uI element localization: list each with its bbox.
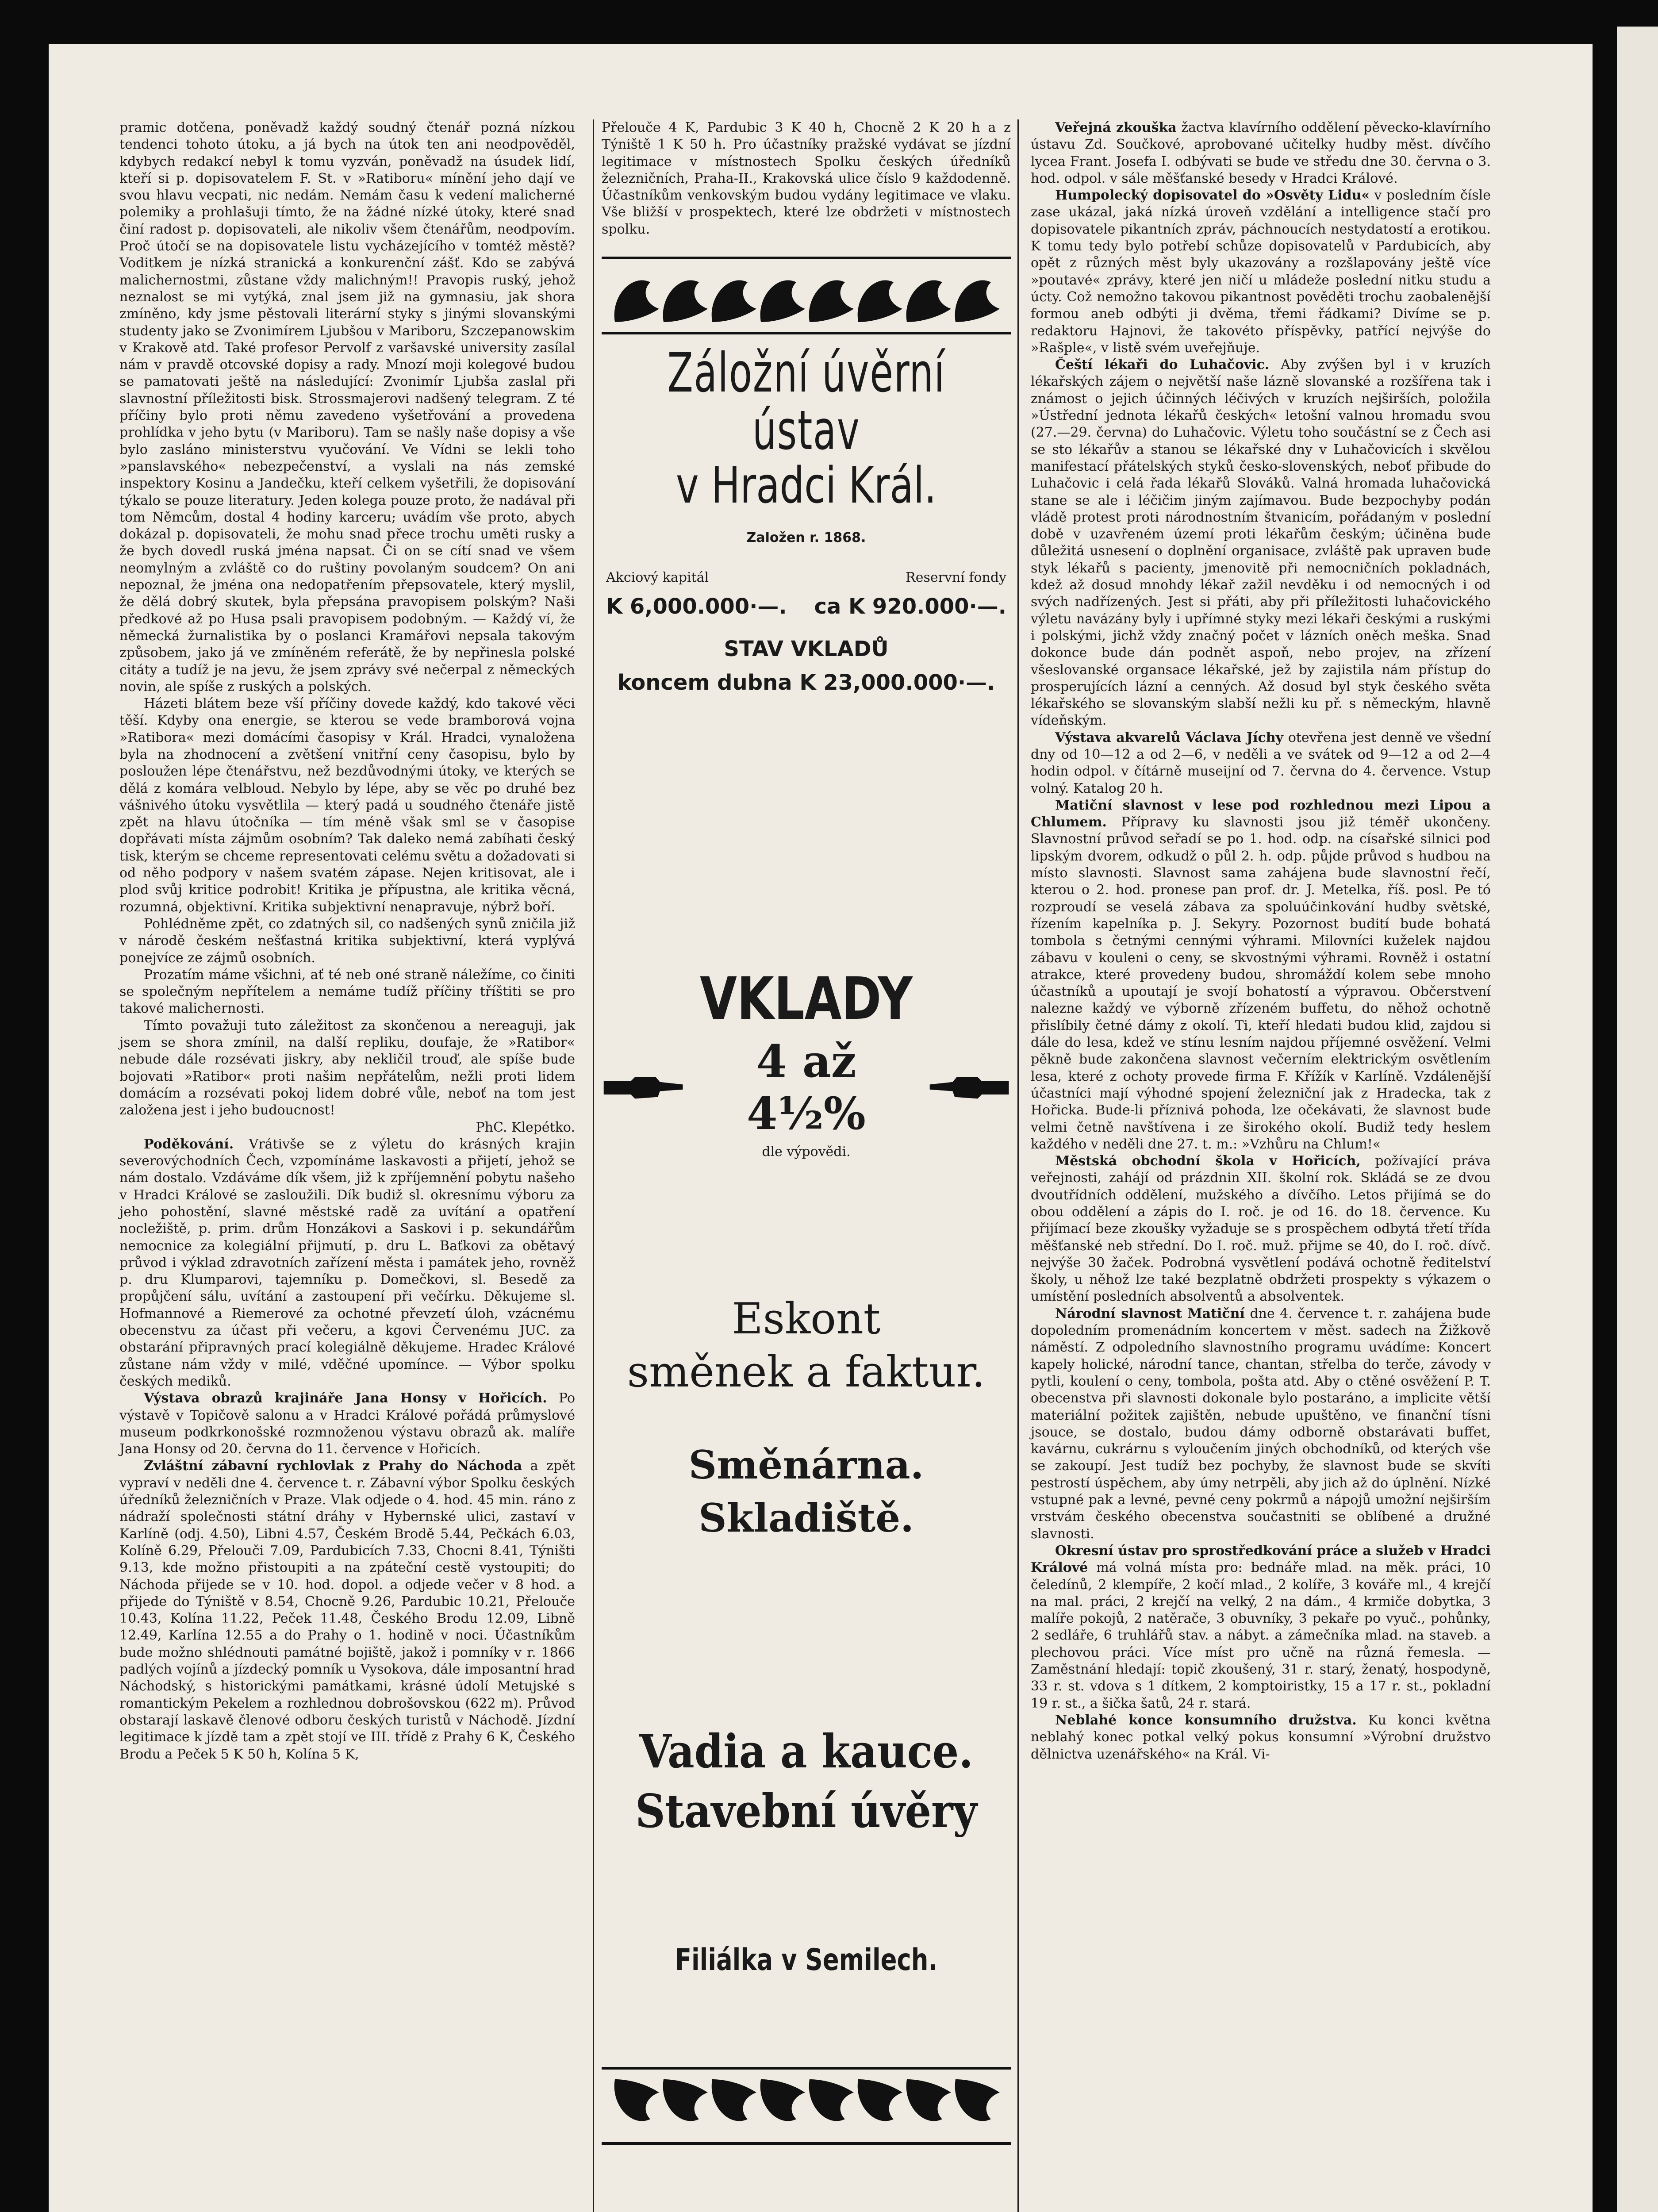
article-paragraph: Tímto považuji tuto záležitost za skončenou a nereaguji, jak jsem se shora zmínil, na další repliku, doufaje, že »Ratibor« nebude dále rozsévati jiskry, aby nekličil trouď, ale spíše bude bojovati »Ratibor« proti našim nepřátelům, nežli proti lidem domácím a rozsévati pokoj lidem dobré vůle, neboť na tom jest založena jest i jeho budoucnost! — [119, 1018, 575, 1118]
news-item — [1031, 1306, 1491, 1543]
news-body: požívající práva veřejnosti, zahájí od prázdnin XII. školní rok. Skládá se ze dvou dvoutřídních oddělení, mužského a dívčího. Letos přijímá se do obou oddělení a zápis do I. roč. je od 16. do 18. července. Ku přijímací beze zkoušky vyžaduje se s prospěchem odbytá třetí třída měšťanské neb střední. Do I. roč. muž. přijme se 40, do I. roč. dívč. nejvýše 30 žaček. Podrobná vysvětlení podává ochotně ředitelství školy, u něhož lze také bezplatně obdržeti prospekty s výkazem o umístění posledních absolventů a absolventek. — [1031, 1153, 1491, 1305]
services-line-2: Stavební úvěry — [635, 1784, 977, 1839]
news-item — [1031, 730, 1491, 797]
news-item — [1031, 187, 1491, 357]
pointing-hand-left-icon — [928, 1072, 1011, 1103]
news-body: v posledním čísle zase ukázal, jaká nízká úroveň vzdělání a intelligence stačí pro dopisovatele pikantních zpráv, páchnoucích nestydatostí a erotikou. K tomu tedy bylo potřebí schůze dopisovatelů v Pardubicích, aby opět z různých měst byly ukazovány a rozšlapovány ještě více »poutavé« zprávy, které jen ničí u mládeže poslední nitku studu a úcty. Což nemožno takovou pikantnost pověděti trochu zaobalenější formou aneb odbýti ji dvěma, třemi řádkami? Divíme se p. redaktoru Hajnovi, že takovéto příspěvky, patřící nejvýše do »Rašple«, v listě svém uveřejňuje. — [1031, 188, 1491, 356]
bank-advertisement — [602, 119, 1011, 2212]
news-item — [119, 1390, 575, 1458]
news-headline: Okresní ústav pro sprostředkování práce a služeb v Hradci Králové — [1031, 1543, 1491, 1576]
column-rule-left — [593, 119, 594, 2212]
article-continuation: Přelouče 4 K, Pardubic 3 K 40 h, Chocně 2 K 20 h a z Týniště 1 K 50 h. Pro účastníky pražské vydávat se jízdní legitimace v místnostech Spolku českých úředníků železničních, Praha-II., Krakovská ulice číslo 9 každodenně. Účastníkům venkovským budou vydány legitimace ve vlaku. Vše bližší v prospektech, které lze obdržeti v místnostech spolku. — [602, 120, 1011, 237]
branch-office: Filiálka v Semilech. — [675, 1943, 938, 1978]
news-headline: Humpolecký dopisovatel do »Osvěty Lidu« — [1055, 188, 1370, 204]
ornament-band-bottom-icon — [602, 2066, 1011, 2146]
news-headline: Neblahé konce konsumního družstva. — [1055, 1712, 1357, 1728]
deposits-heading: STAV VKLADŮ — [724, 637, 889, 662]
interest-rate: 4 až 4½% — [747, 1035, 866, 1140]
news-item — [1031, 119, 1491, 187]
capital-label: Akciový kapitál — [606, 570, 709, 586]
news-body: Po výstavě v Topičově salonu a v Hradci Králové pořádá průmyslové museum podkrkonošské rozmnoženou výstavu obrazů ak. malíře Jana Honsy od 20. června do 11. července v Hořicích. — [119, 1390, 575, 1457]
news-item — [1031, 1712, 1491, 1763]
news-body: Vrátivše se z výletu do krásných krajin severovýchodních Čech, vzpomínáme laskavosti a přijetí, jehož se nám dostalo. Vzdáváme dík všem, již k zpříjemnění pobytu našeho v Hradci Králové se zasloužili. Dík budiž sl. okresnímu výboru za jeho pohostění, slavné městské radě za uvítání a opatření nocležiště, p. prim. drům Honzákovi a Saskovi i p. sekundářům nemocnice za kolegiální přijmutí, p. dru L. Baťkovi za obětavý průvod i výklad zdravotních zařízení města i památek jeho, rovněž p. dru Klumparovi, tajemníku p. Domečkovi, sl. Besedě za propůjčení sálu, uvítání a zastoupení při večírku. Děkujeme sl. Hofmannové a Riemerové za ochotné převzetí úloh, vzácnému obecenstvu za účast při večeru, a kgovi Červenému JUC. za obstarání připravných prací kolegiálně děkujeme. Hradec Králové zůstane nám vždy v milé, vděčné upomínce. — Výbor spolku českých mediků. — [119, 1136, 576, 1389]
news-headline: Městská obchodní škola v Hořicích, — [1055, 1153, 1361, 1169]
news-headline: Národní slavnost Matiční — [1055, 1306, 1245, 1321]
column-rule-right — [1017, 119, 1019, 2212]
news-body: Přípravy ku slavnosti jsou již téměř ukončeny. Slavnostní průvod seřadí se po 1. hod. odp. na císařské silnici pod lipským dvorem, odkudž o půl 2. h. odp. půjde průvod s hudbou na místo slavnosti. Slavnost sama zahájena bude slavnostní řečí, kterou o 2. hod. pronese pan prof. dr. J. Metelka, říš. posl. Pe tó rozproudí se veselá zábava za spoluúčinkování hudby světské, řízením kapelníka p. J. Sekyry. Pozornost budití bude bohatá tombola s četnými cennými výhrami. Milovníci kuželek najdou zábavu v kouleni o ceny, se skvostnými výhrami. Rovněž i ostatní atrakce, které provedeny budou, shromáždí kolem sebe mnoho účastníků a upoutají je svojí bohatostí a výpravou. Občerstvení nalezne každý ve výborně zřízeném buffetu, do něhož ochotně přislíbily četné dámy z okolí. Ti, kteří hledati budou klid, zajdou si dále do lesa, kdež ve stínu lesním najdou příjemné osvěžení. Velmi pěkně bude zakončena slavnost večerním elektrickým osvětlením lesa, které z ochoty provede firma F. Křížík v Karlíně. Vzdálenější účastníci mají výhodné spojení železniční jak z Hradecka, tak z Hořicka. Bude-li příznivá pohoda, lze očekávati, že slavnost bude velmi četně navštívena i ze širokého okolí. Budiž tedy heslem každého v neděli dne 27. t. m.: »Vzhůru na Chlum!« — [1031, 814, 1491, 1152]
article-paragraph: Házeti blátem beze vší příčiny dovede každý, kdo takové věci těší. Kdyby ona energie, se kterou se vede bramborová vojna »Ratibora« mezi domácími časopisy v Král. Hradci, vynaložena byla na zhodnocení a zvětšení vnitřní ceny časopisu, bylo by posloužen lépe čtenářstvu, než bezdůvodnými útoky, ve kterých se dělá z komára velbloud. Nebylo by lépe, aby se věc po druhé bez vášnivého útoku vysvětlila — který padá u soudného čtenáře jistě zpět na hlavu útočníka — tím méně však sml se v časopise dopřávati místa zájmům osobním? Tak daleko nemá zabíhati český tisk, kterým se chceme representovati celému světu a dožadovati si od něho podpory v našem svatém zápase. Nejen kritisovat, ale i plod svůj kritice podrobit! Kritika je přípustna, ale kritika věcná, rozumná, objektivní. Kritika subjektivní nenapravuje, nýbrž boří. — [119, 696, 575, 915]
next-page-edge — [1617, 27, 1658, 2212]
capital-figures — [602, 570, 1011, 619]
news-item — [1031, 797, 1491, 1153]
news-body: dne 4. července t. r. zahájena bude dopoledním promenádním koncertem v měst. sadech na Žižkově náměstí. Z odpoledního slavnostního programu uvádíme: Koncert kapely holické, národní tance, chantan, střelba do terče, závody v pytli, koulení o ceny, tombola, pošta atd. Aby o ctěné osvěžení P. T. obecenstva při slavnosti dokonale bylo postaráno, a implicite větší materiální požitek zajištěn, nebude upuštěno, ve finanční tísni jsouce, se dostalo, budou dámy odborně obstarávati buffet, kavárnu, cukrárnu s vyloučením jiných obchodníků, od kterých vše se zakoupí. Jest tudíž bez pochyby, že slavnost bude se skvíti pestrostí úspěchem, aby úmy netrpěli, aby jich až do úplnění. Nízké vstupné pak a levné, pevné ceny pokrmů a nápojů umožní nejširším vrstvám českého obecenstva součastniti se oblíbené a družné slavnosti. — [1031, 1306, 1491, 1542]
right-column — [1031, 119, 1491, 1763]
discount-line-1: Eskont — [732, 1294, 881, 1344]
deposits-title: VKLADY — [700, 965, 913, 1033]
news-body: a zpět vypraví v neděli dne 4. července t. r. Zábavní výbor Spolku českých úředníků železničních v Praze. Vlak odjede o 4. hod. 45 min. ráno z nádraží společnosti státní dráhy v Hybernské ulici, zastaví v Karlíně (odj. 4.50), Libni 4.57, Českém Brodě 5.44, Pečkách 6.03, Kolíně 6.29, Přelouči 7.09, Pardubicích 7.33, Chocni 8.41, Týništi 9.13, kde možno přistoupiti a na zpáteční cestě vystoupiti; do Náchoda přijede se v 10. hod. dopol. a odjede večer v 8 hod. a přijede do Týniště v 8.54, Chocně 9.26, Pardubic 10.21, Přelouče 10.43, Kolína 11.22, Peček 11.48, Českého Brodu 12.09, Libně 12.49, Karlína 12.55 a do Prahy o 1. hodině v noci. Účastníkům bude možno shlédnouti památné bojiště, jakož i pomníky v r. 1866 padlých vojínů a jízdecký pomník u Vysokova, dále imposantní hrad Náchodský, s historickými památkami, krásné údolí Metujské s romantickým Pekelem a rozhlednou dobrošovskou (622 m). Průvod obstarají laskavě členové odboru českých turistů v Náchodě. Jízdní legitimace k jízdě tam a zpět stojí ve III. třídě z Prahy 6 K, Českého Brodu a Peček 5 K 50 h, Kolína 5 K, — [119, 1458, 575, 1762]
news-headline: Veřejná zkouška — [1055, 120, 1177, 135]
exchange-line-2: Skladiště. — [699, 1495, 914, 1541]
news-body: Aby zvýšen byl i v kruzích lékařských zájem o největší naše lázně slovanské a rozšířena tak i známost o jejich účinných léčivých v kruzích nejširších, položila »Ústřední jednota lékařů českých« letošní valnou hromadu svou (27.—29. června) do Luhačovic. Výletu toho součástní se z Čech asi se sto lékařův a stanou se lékařské dny v Luhačovicích i skvělou manifestací přátelských styků česko-slovenských, neboť přibude do Luhačovic i celá řada lékařů Slováků. Valná hromada luhačovická stane se ale i léčičim jiným zajímavou. Bude bezpochyby podán vládě protest proti národnostním štvanicím, pořádaným v poslední době v uzavřeném území proti lékařům českým; účiněna bude důležitá usnesení o doplnění organisace, zvláště pak upraven bude styk lékařů s pacienty, jmenovitě při nemocničních pokladnách, kdež až dosud mnohdy lékař zažil nevděku i od nemocných i od svých nadřízených. Jest si přáti, aby při příležitosti luhačovického výletu navázány byly i upřímné styky mezi lékaři českými a ruskými i polskými, jichž vždy značný počet v lázních oněch meška. Snad dokonce bude dán podnět aspoň, nebo projev, na zřízení všeslovanské organsace lékařské, jež by zajistila nám přístup do prosperujících lázní a cenných. Až dosud byl styk českého světa lékařského se slovanským slabší nežli ku př. s německým, hlavně vídeňským. — [1031, 357, 1491, 729]
news-body: žactva klavírního oddělení pěvecko-klavírního ústavu Zd. Součkové, aprobované učitelky hudby měst. dívčího lycea Frant. Josefa I. odbývati se bude ve středu dne 30. června o 3. hod. odpol. v sále měšťanské besedy v Hradci Králové. — [1031, 120, 1491, 186]
interest-rate-row — [602, 1035, 1011, 1140]
capital-value: K 6,000.000·—. — [606, 594, 787, 619]
reserve-label: Reservní fondy — [906, 570, 1006, 586]
exchange-line-1: Směnárna. — [688, 1442, 924, 1488]
services-line-1: Vadia a kauce. — [639, 1724, 973, 1779]
news-headline: Poděkování. — [144, 1136, 234, 1152]
deposits-amount: koncem dubna K 23,000.000·—. — [617, 670, 995, 695]
article-paragraph: Pohlédněme zpět, co zdatných sil, co nadšených synů zničila již v národě českém nešťastná kritika subjektivní, která vyplývá ponejvíce ze zájmů osobních. — [119, 916, 575, 966]
news-headline: Výstava akvarelů Václava Jíchy — [1055, 730, 1283, 745]
news-headline: Výstava obrazů krajináře Jana Honsy v Hořicích. — [144, 1390, 547, 1406]
news-item — [119, 1136, 575, 1390]
news-item — [119, 1458, 575, 1763]
withdrawal-note: dle výpovědi. — [762, 1144, 851, 1160]
article-paragraph: Prozatím máme všichni, ať té neb oné straně náležíme, co činiti se společným nepřítelem a nemáme tudíž příčiny tříštiti se pro takové malichernosti. — [119, 967, 575, 1017]
news-body: otevřena jest denně ve všední dny od 10—12 a od 2—6, v neděli a ve svátek od 9—12 a od 2—4 hodin odpol. v čítárně museijní od 7. června do 4. července. Vstup volný. Katalog 20 h. — [1031, 730, 1491, 796]
news-item — [1031, 1153, 1491, 1306]
reserve-value: ca K 920.000·—. — [814, 594, 1006, 619]
news-headline: Matiční slavnost v lese pod rozhlednou mezi Lipou a Chlumem. — [1031, 797, 1491, 830]
founded-year: Založen r. 1868. — [746, 530, 866, 546]
bank-city: v Hradci Král. — [676, 457, 936, 515]
news-item — [1031, 1543, 1491, 1712]
news-headline: Zvláštní zábavní rychlovlak z Prahy do Náchoda — [144, 1458, 522, 1474]
left-column — [119, 119, 575, 1763]
article-paragraph: pramic dotčena, poněvadž každý soudný čtenář pozná nízkou tendenci tohoto útoku, a já bych na útok ten ani neodpověděl, kdybych redakcí nebyl k tomu vyzván, poněvadž na úsudek lidí, kteří si p. dopisovatelem F. St. v »Ratiboru« mínění jeho dají ve svou hlavu vecpati, nic nedám. Nemám času k vedení malicherné polemiky a prohlašuji tímto, že na žádné nízké útoky, které snad činí radost p. dopisovateli, ale nikoliv všem čtenářům, neodpovím. Proč útočí se na dopisovatele listu vycházejícího v tomtéž městě? Voditkem je nízká stranická a konkurenční zášť. Kdo se zabývá malichernostmi, zůstane vždy malichným!! Pravopis ruský, jehož neznalost se mi vytýká, znal jsem již na gymnasiu, jak shora zmíněno, kdy jsme pěstovali literární styky s jinými slovanskými studenty jako se Zvonimírem Ljubšou v Mariboru, Szczepanowskim v Krakově atd. Také profesor Pervolf z varšavské university zasílal nám v pravdě otcovské dopisy a rady. Mnozí moji kolegové budou se pamatovati ještě na následující: Zvonimír Ljubša zaslal při slavnostní příležitosti bisk. Strossmajerovi nadšený telegram. Z té příčiny bylo proti němu zavedeno vyšetřování a provedena prohlídka v jeho bytu (v Mariboru). Tam se našly naše dopisy a vše bylo zasláno ministerstvu vyučování. Ve Vídni se lekli toho »panslavského« nebezpečenství, a vyslali na nás zemské inspektory Kosinu a Jandečku, kteří celkem vyšetřili, že dopisování týkalo se pouze literatury. Jeden kolega pouze proto, že nadával při tom Němcům, dostal 4 hodiny karceru; uvádím vše proto, abych dokázal p. dopisovateli, že mohu snad přece trochu uměti rusky a že bych dovedl ruská jména napsat. Či on se cítí snad ve všem neomylným a zvláště co do ruštiny povolaným soudcem? On ani nepoznal, že jména ona nedopatřením přepsovatele, který myslil, že dělá dobrý skutek, byla přepsána pravopisem polským? Naši předkové až po Husa psali pravopisem podobným. — Každý ví, že německá žurnalistika by o poslanci Kramářovi nepsala takovým způsobem, jako já ve zmíněném referátě, že by nepřinesla polské citáty a tudíž je na jevu, že jsem zprávy své nečerpal z německých novin, ale spíše z ruských a polských. — [119, 120, 575, 695]
news-body: má volná místa pro: bednáře mlad. na měk. práci, 10 čeledínů, 2 klempíře, 2 kočí mlad., 2 kolíře, 3 kováře ml., 4 krejčí na mal. práci, 2 krejčí na velký, 2 na dám., 4 krmiče dobytka, 3 malíře pokojů, 2 natěrače, 3 obuvníky, 3 pekaře po vyuč., pohůnky, 2 sedláře, 6 truhlářů stav. a nábyt. a zámečníka mlad. na staveb. a plechovou práci. Více míst pro učně na různá řemesla. — Zaměstnání hledají: topič zkoušený, 31 r. starý, ženatý, hospodyně, 33 r. st. vdova s 1 dítkem, 2 komptoiristky, 15 a 17 r. st., pokladní 19 r. st., a šička šatů, 24 r. stará. — [1031, 1560, 1491, 1711]
news-item — [1031, 357, 1491, 730]
discount-line-2: směnek a faktur. — [627, 1347, 986, 1397]
news-headline: Čeští lékaři do Luhačovic. — [1055, 357, 1270, 373]
pointing-hand-right-icon — [602, 1072, 685, 1103]
bank-name: Záložní úvěrní ústav — [667, 342, 945, 462]
signature: PhC. Klepétko. — [476, 1119, 575, 1135]
news-body: Ku konci května neblahý konec potkal velký pokus konsumní »Výrobní družstvo dělnictva uzenářského« na Král. Vi- — [1031, 1712, 1491, 1762]
ornament-band-top-icon — [602, 256, 1011, 335]
